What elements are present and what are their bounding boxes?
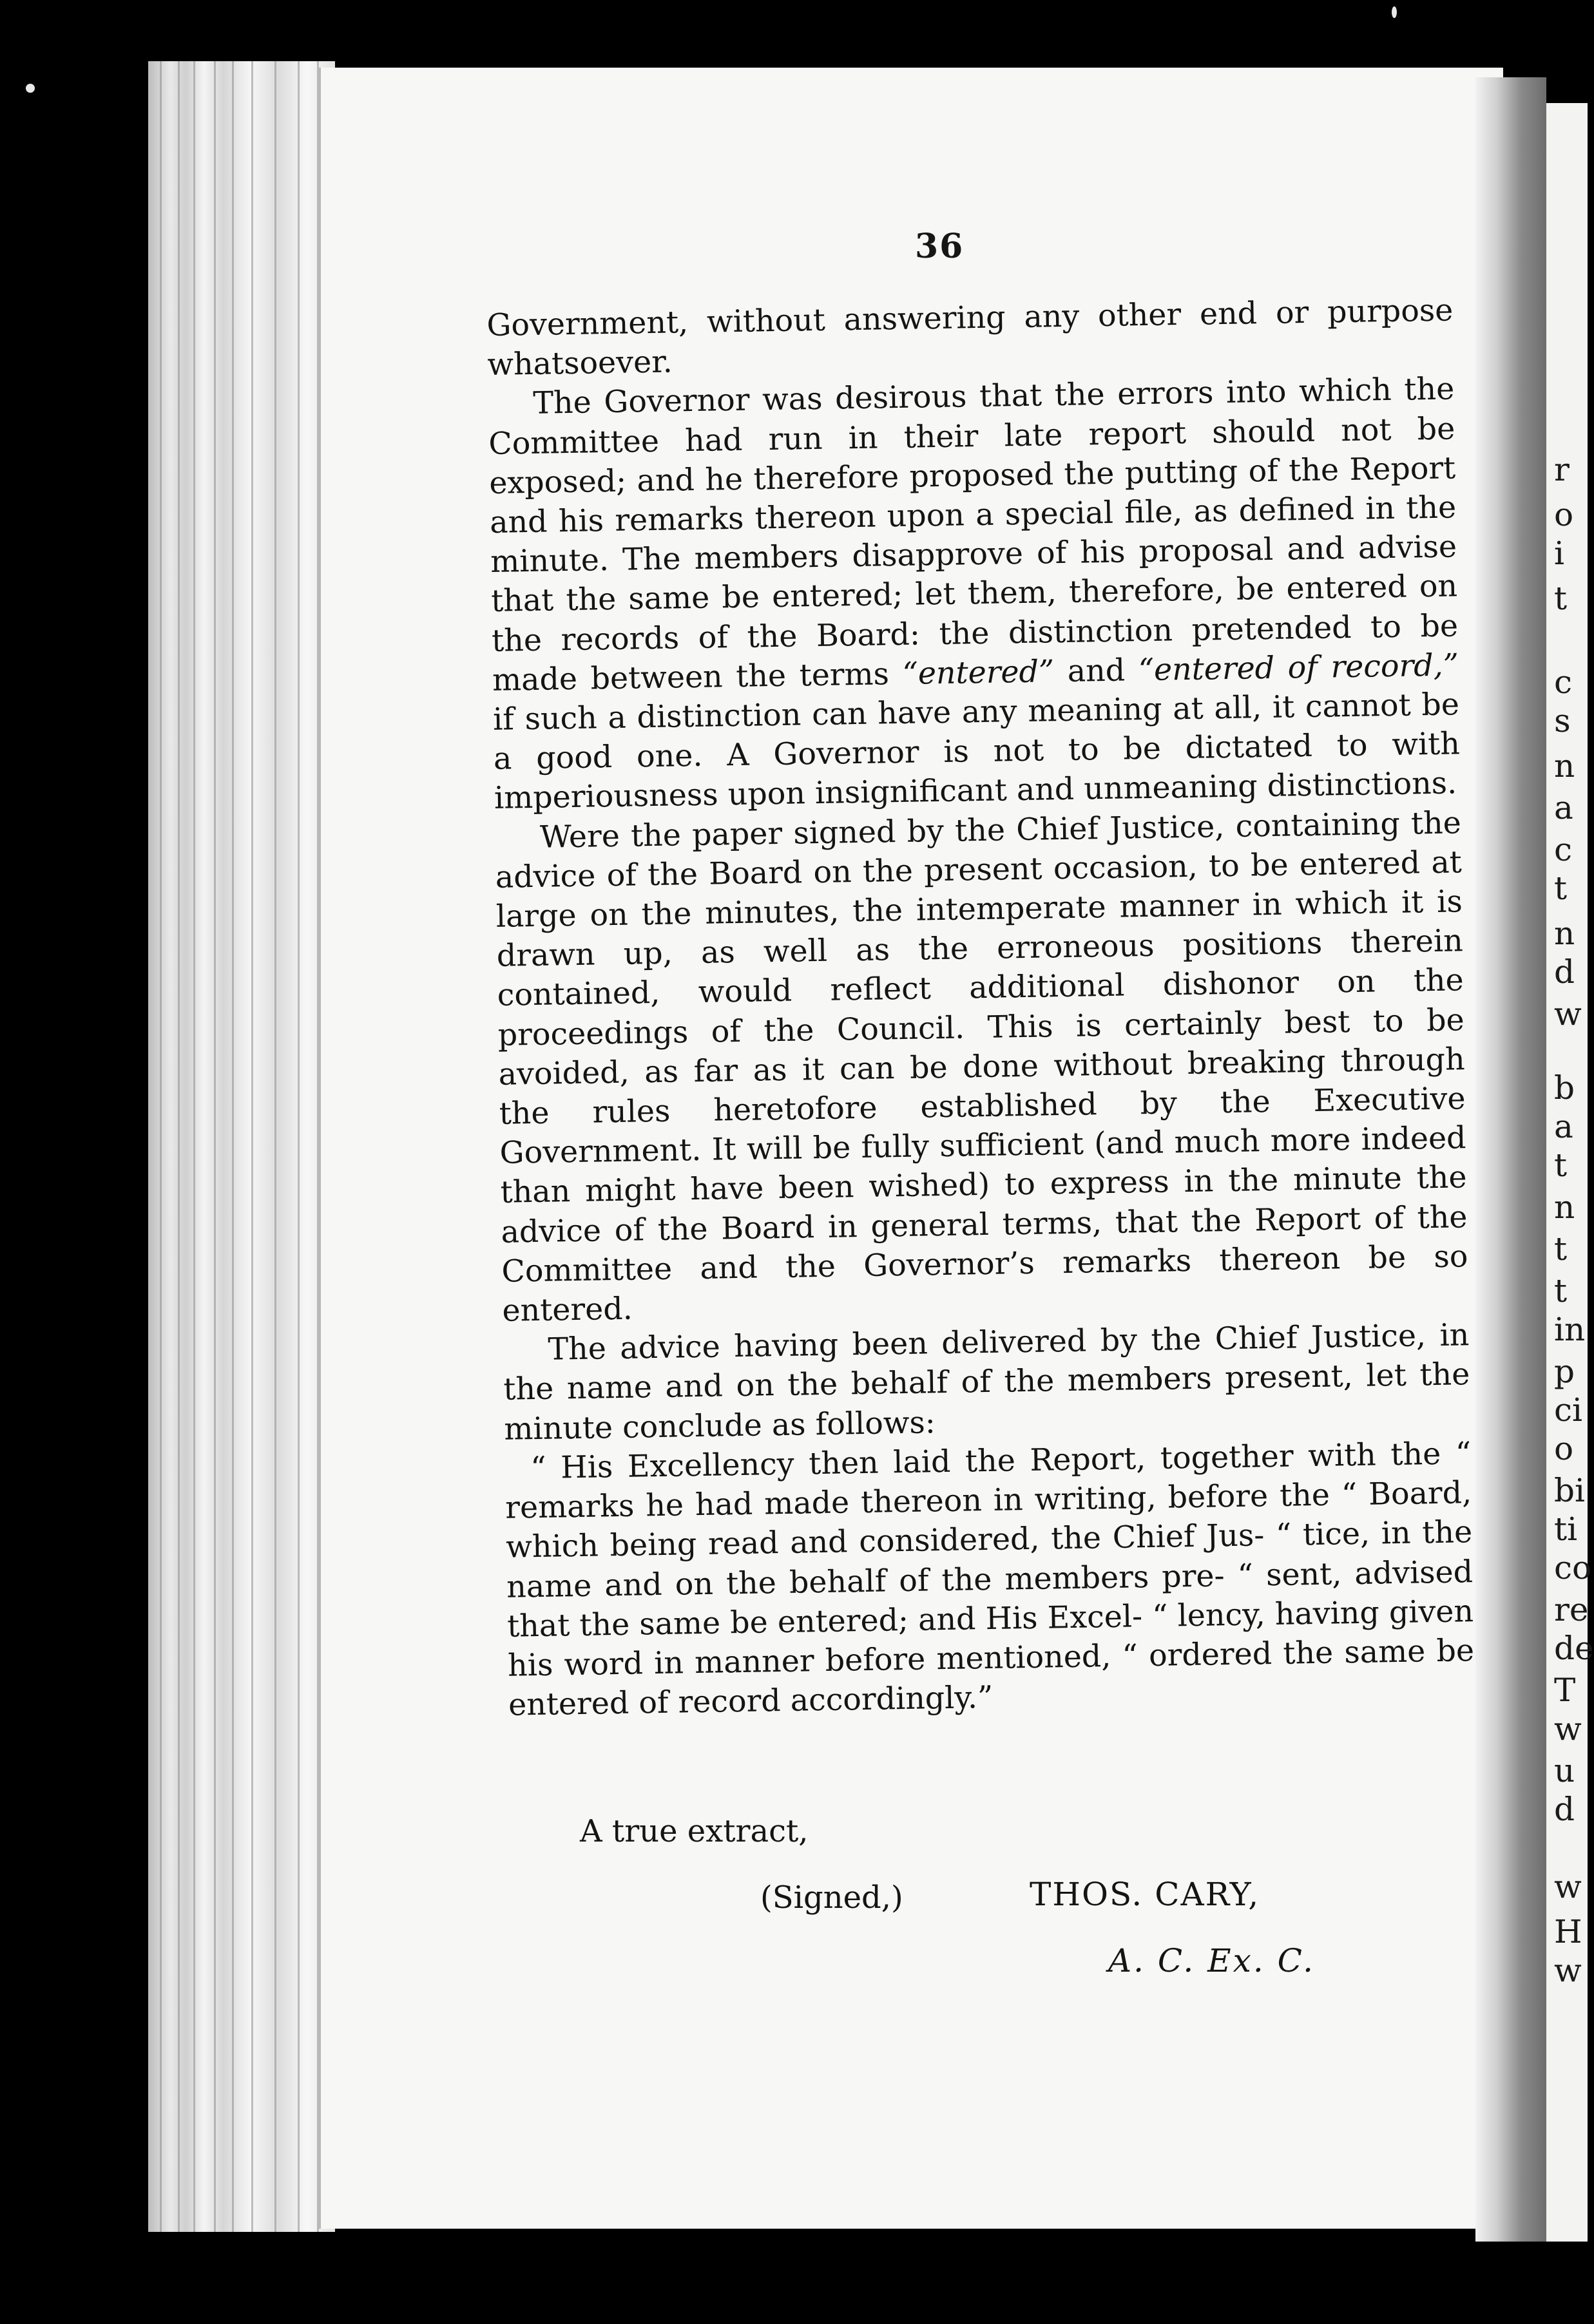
page-number: 36	[915, 227, 965, 266]
paragraph-2-rest: if such a distinction can have any meaning at all, it cannot be a good one. A Governor is not to be dictated to with imperiousness upon insignificant and unmeaning distinctions.	[492, 687, 1461, 817]
scan-speck	[26, 84, 35, 93]
signatory-name: THOS. CARY,	[1030, 1876, 1260, 1913]
facing-page-fragment: d	[1554, 953, 1575, 991]
extract-line: A true extract,	[580, 1813, 809, 1849]
facing-page-fragment: n	[1554, 1188, 1575, 1226]
facing-page-fragment: t	[1554, 580, 1568, 617]
facing-page-fragment: c	[1554, 663, 1573, 701]
facing-page-fragment: w	[1554, 1952, 1582, 1989]
page-edges	[148, 61, 335, 2232]
facing-page-fragment: w	[1554, 1710, 1582, 1748]
facing-page-fragment: o	[1554, 496, 1574, 533]
facing-page-fragment: co	[1554, 1549, 1592, 1586]
facing-page-fragment: w	[1554, 995, 1582, 1033]
paragraph-2	[488, 370, 1461, 819]
facing-page-fragment: a	[1554, 789, 1573, 826]
facing-page-fragment: H	[1554, 1913, 1582, 1950]
scan-speck	[1392, 6, 1397, 18]
facing-page-fragment: r	[1554, 451, 1570, 488]
facing-page-fragment: a	[1554, 1108, 1573, 1145]
signatory-title: A. C. Ex. C.	[1108, 1942, 1316, 1979]
term-entered: “entered”	[902, 654, 1055, 692]
facing-page-fragment: ti	[1554, 1510, 1578, 1548]
facing-page-fragment: t	[1554, 1230, 1568, 1268]
facing-page-fragment: bi	[1554, 1472, 1585, 1509]
facing-page-fragment: T	[1554, 1672, 1576, 1709]
facing-page-fragment: s	[1554, 702, 1571, 739]
paragraph-1: Government, without answering any other end or purpose whatsoever.	[486, 292, 1454, 383]
facing-page-fragment: t	[1554, 1272, 1568, 1310]
facing-page-fragment: d	[1554, 1791, 1575, 1828]
facing-page-fragment: u	[1554, 1752, 1575, 1789]
signed-label: (Signed,)	[760, 1880, 903, 1916]
facing-page-fragment: p	[1554, 1353, 1575, 1390]
paragraph-2-main: The Governor was desirous that the errors into which the Committee had run in their late report should not be exposed; and he therefore proposed the putting of the Report and his remarks thereon upon a special file, as defined in the minute. The members disapprove of his proposal and advise that the same be entered; let them, therefore, be entered on the records of the Board: the distinction pretended to be made between the terms	[488, 371, 1459, 698]
facing-page-fragment: i	[1554, 535, 1564, 572]
facing-page-fragment: re	[1554, 1591, 1589, 1628]
facing-page-fragment: de	[1554, 1630, 1594, 1667]
paragraph-2-and: and	[1053, 652, 1139, 690]
paragraph-4: The advice having been delivered by the Chief Justice, in the name and on the behalf of the members present, let the minute conclude as follows:	[503, 1317, 1470, 1447]
facing-page-fragment: b	[1554, 1069, 1575, 1107]
facing-page-fragment: c	[1554, 831, 1573, 868]
facing-page-fragment: w	[1554, 1868, 1582, 1905]
quoted-minute: “ His Excellency then laid the Report, together with the “ remarks he had made thereon in writing, before the “ Board, which being read and considered, the Chief Jus- “ tice, in the name and on the behalf of the members pre- “ sent, advised that the same be entered; and His Excel- “ lency, having given his word in manner before mentioned, “ ordered the same be entered of record accordingly.”	[504, 1436, 1475, 1723]
facing-page-fragment: n	[1554, 915, 1575, 952]
facing-page-fragment: in	[1554, 1311, 1586, 1348]
paragraph-3: Were the paper signed by the Chief Justice, containing the advice of the Board on the present occasion, to be entered at large on the minutes, the intemperate manner in which it is drawn up, as well as the erroneous positions therein contained, would reflect additional dishonor on the proceedings of the Council. This is certainly best to be avoided, as far as it can be done without breaking through the rules heretofore established by the Executive Government. It will be fully sufficient (and much more indeed than might have been wished) to express in the minute the advice of the Board in general terms, that the Report of the Committee and the Governor’s remarks thereon be so entered.	[495, 805, 1468, 1329]
body-text	[486, 290, 1475, 1725]
facing-page-fragment: t	[1554, 1147, 1568, 1184]
page-gutter	[1475, 77, 1546, 2242]
facing-page-fragment: n	[1554, 747, 1575, 785]
term-entered-of-record: “entered of record,”	[1138, 647, 1459, 689]
facing-page-fragment: o	[1554, 1430, 1574, 1467]
facing-page-fragment: t	[1554, 870, 1568, 907]
facing-page-fragment: ci	[1554, 1391, 1582, 1429]
